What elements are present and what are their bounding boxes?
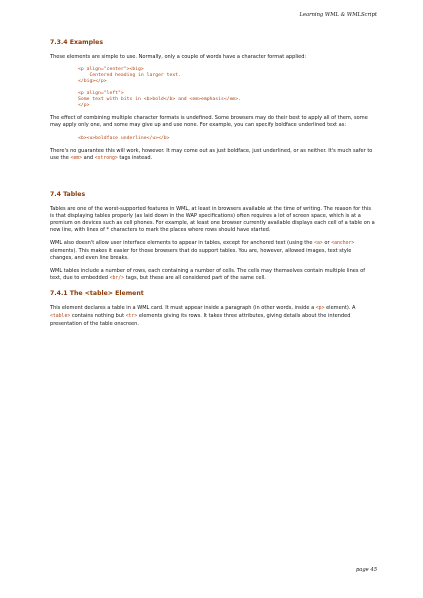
- code-line: Centered heading in larger text.: [78, 73, 181, 79]
- code-block: [78, 67, 375, 84]
- section-heading-tables: 7.4 Tables: [50, 191, 86, 199]
- section-heading-table-element: 7.4.1 The <table> Element: [50, 289, 144, 297]
- page-content: [50, 39, 375, 334]
- code-line: <p align="left">: [78, 91, 124, 97]
- paragraph: [50, 305, 375, 328]
- inline-code: <br/>: [109, 276, 125, 282]
- text-run: tags, but these are all considered part of the same cell.: [124, 275, 266, 282]
- inline-code: <tr>: [125, 313, 138, 319]
- paragraph: [50, 268, 375, 283]
- code-line: Some text with bits in <b>bold</b> and <em>emphasis</em>.: [78, 97, 242, 103]
- page-number: page 45: [355, 567, 377, 573]
- text-run: elements). This makes it easier for those browsers that do support tables. You are, however, allowed images, text style changes, and even line breaks.: [50, 248, 352, 262]
- inline-code: <em>: [70, 155, 82, 161]
- text-run: element). A: [324, 304, 356, 311]
- code-line: <b><u>boldface underline</u></b>: [78, 135, 170, 141]
- text-run: This element declares a table in a WML card. It must appear inside a paragraph (in other words, inside a: [50, 304, 316, 311]
- section-heading-examples: 7.3.4 Examples: [50, 39, 104, 46]
- inline-code: <anchor>: [331, 241, 355, 247]
- code-block: [78, 136, 375, 142]
- paragraph: These elements are simple to use. Normally, only a couple of words have a character format applied:: [50, 54, 307, 60]
- text-run: elements giving its rows. It takes three attributes, giving details about the intended presentation of the table onscreen.: [50, 312, 351, 327]
- paragraph: Tables are one of the worst-supported features in WML, at least in browsers available at the time of writing. The reason for this is that displaying tables properly (as laid down in the WAP specifications) often requires a lot of screen space, which is at a premium on devices such as cell phones. For example, at least one browser currently available displays each cell of a table on a new line, with lines of * characters to mark the places where rows should have started.: [50, 206, 375, 233]
- inline-code: <strong>: [94, 155, 118, 161]
- text-run: WML tables include a number of rows, each containing a number of cells. The cells may themselves contain multiple lines of text, due to embedded: [50, 268, 365, 282]
- text-run: contains nothing but: [70, 312, 126, 319]
- code-line: </p>: [78, 102, 90, 108]
- code-block: [78, 91, 375, 108]
- text-run: There's no guarantee this will work, however. It may come out as just boldface, just underlined, or as neither. It's much safer to use the: [50, 147, 373, 161]
- text-run: tags instead.: [117, 154, 153, 161]
- inline-code: <table>: [50, 313, 71, 319]
- paragraph: The effect of combining multiple character formats is undefined. Some browsers may do their best to apply all of them, some may apply only one, and some may give up and use none. For example, you can specify boldface underlined text as:: [50, 115, 368, 129]
- paragraph: [50, 240, 375, 262]
- inline-code: <p>: [315, 305, 325, 311]
- code-line: </big></p>: [78, 79, 107, 84]
- code-line: <p align="center"><big>: [78, 67, 144, 73]
- inline-code: <a>: [314, 241, 323, 247]
- text-run: and: [82, 154, 95, 161]
- running-header: Learning WML & WMLScript: [299, 12, 377, 18]
- text-run: WML also doesn't allow user interface elements to appear in tables, except for anchored text (using the: [50, 240, 315, 247]
- paragraph: [50, 148, 375, 163]
- text-run: or: [322, 240, 332, 247]
